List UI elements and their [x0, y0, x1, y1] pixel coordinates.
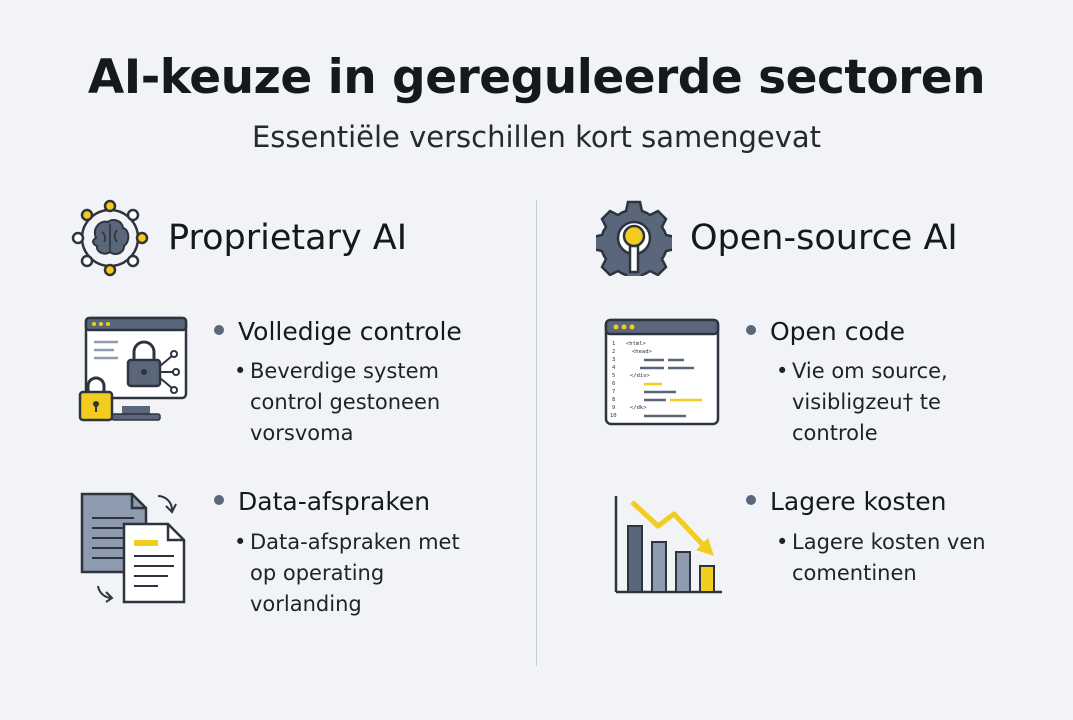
- svg-text:4: 4: [612, 365, 616, 371]
- card-line: vorsvoma: [250, 421, 354, 445]
- svg-text:7: 7: [612, 389, 616, 395]
- code-text: </dk>: [630, 405, 647, 411]
- card-line: comentinen: [792, 561, 917, 585]
- card-title-lagere-kosten: [746, 487, 947, 516]
- card-title-volledige-controle: [214, 317, 462, 346]
- card-line: Vie om source,: [792, 359, 948, 383]
- svg-text:9: 9: [612, 405, 616, 411]
- svg-text:2: 2: [612, 349, 616, 355]
- card-line: Data-afspraken met: [250, 530, 460, 554]
- documents-transfer-icon: [78, 488, 190, 606]
- code-text: <html>: [626, 341, 646, 347]
- page-title: AI-keuze in gereguleerde sectoren: [87, 50, 986, 105]
- card-title-data-afspraken: [214, 487, 430, 516]
- code-window-icon: [604, 318, 720, 426]
- card-line: vorlanding: [250, 592, 362, 616]
- card-title-text: Volledige controle: [238, 317, 462, 346]
- bar-chart-down-icon: [612, 492, 726, 594]
- card-body-lagere-kosten: • Lagere kosten ven comentinen: [792, 527, 986, 589]
- svg-text:5: 5: [612, 373, 616, 379]
- card-line: control gestoneen: [250, 390, 441, 414]
- card-line: visibligzeu† te: [792, 390, 941, 414]
- gear-icon: [596, 200, 672, 276]
- card-title-text: Open code: [770, 317, 906, 346]
- card-line: controle: [792, 421, 878, 445]
- svg-text:8: 8: [612, 397, 616, 403]
- svg-text:3: 3: [612, 357, 616, 363]
- bullet-dot: [214, 325, 224, 335]
- card-title-text: Lagere kosten: [770, 487, 947, 516]
- card-body-data-afspraken: • Data-afspraken met op operating vorlanding: [250, 527, 460, 620]
- page-subtitle: Essentiële verschillen kort samengevat: [251, 120, 822, 154]
- bullet-dot: [214, 495, 224, 505]
- card-body-open-code: • Vie om source, visibligzeu† te controle: [792, 356, 948, 449]
- monitor-lock-icon: [78, 316, 190, 426]
- brain-network-icon: [70, 198, 150, 278]
- card-line: Beverdige system: [250, 359, 439, 383]
- bullet-dot: [746, 495, 756, 505]
- column-divider: [536, 200, 537, 666]
- card-body-volledige-controle: • Beverdige system control gestoneen vorsvoma: [250, 356, 440, 449]
- column-heading-proprietary: Proprietary AI: [168, 218, 408, 258]
- card-title-open-code: [746, 317, 905, 346]
- card-line: Lagere kosten ven: [792, 530, 986, 554]
- svg-text:1: 1: [612, 341, 616, 347]
- svg-text:6: 6: [612, 381, 616, 387]
- column-heading-open-source: Open-source AI: [690, 218, 958, 258]
- bullet-dot: [746, 325, 756, 335]
- svg-text:10: 10: [610, 413, 617, 419]
- code-text: <head>: [632, 349, 652, 355]
- code-text: </div>: [630, 373, 650, 379]
- card-title-text: Data-afspraken: [238, 487, 431, 516]
- card-line: op operating: [250, 561, 385, 585]
